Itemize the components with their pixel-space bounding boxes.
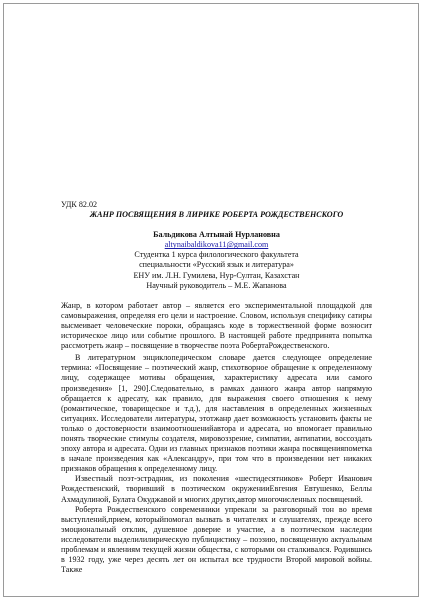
article-title: ЖАНР ПОСВЯЩЕНИЯ В ЛИРИКЕ РОБЕРТА РОЖДЕСТВЕНСКОГО [89,210,344,220]
udk-code: УДК 82.02 [61,200,98,209]
author-block [61,230,372,291]
body-paragraph-2: Известный поэт-эстрадник, из поколения «шестидесятников» Роберт Иванович Рождественский, творивший в поэтическом окруженииЕвгения Евтушенко, Беллы Ахмадулиной, Булата Окуджавой и многих других,автор многочисленных посвящений. [61,474,372,504]
abstract-paragraph: Жанр, в котором работает автор – является его экспериментальной площадкой для самовыражения, определяя его цели и настроение. Словом, используя специфику сатиры высмеивает человеческие пороки, обращаясь коде в торжественной форме возносит историческое лицо или событие прошлого. В настоящей работе предпринята попытка рассмотреть жанр – посвящение в творчестве поэта РобертаРождественского. [61,300,372,351]
document-page [3,3,419,597]
author-affiliation-line-3: ЕНУ им. Л.Н. Гумилева, Нур-Султан, Казахстан [133,270,300,280]
body-paragraph-3: Роберта Рождественского современники упрекали за разговорный тон во время выступлений,прием, которыйпомогал вызвать в читателях и слушателях, прежде всего эмоциональный отклик, душевное доверие и участие, а в поэтическом наследии исследователи выделилилирическую публицистику – поэзию, посвященную актуальным проблемам и явлениям текущей жизни общества, с которыми он сталкивался. Родившись в 1932 году, уже через десять лет он испытал все трудности Второй мировой войны. Также [61,504,372,575]
author-email-link[interactable]: altynaibaldikova11@gmail.com [164,240,269,250]
author-name: Бальдикова Алтынай Нурлановна [153,230,280,240]
body-paragraph-1: В литературном энциклопедическом словаре дается следующее определение термина: «Посвящение – поэтический жанр, стихотворное обращение к определенному лицу, содержащее мотивы обращения, характеристику адресата или самого произведения» [1, 290].Следовательно, в рамках данного жанра автор напрямую обращается к адресату, как правило, для выражения своего отношения к нему (романтическое, товарищеское и т.д.), для наставления в определенных жизненных ситуациях. Исследователи литературы, этотжанр дает возможность установить факты не только о достоверности взаимоотношенийавтора и адресата, но впомогает правильно понять творческие стимулы создателя, мировоззрение, симпатии, антипатии, воссоздать эпоху автора и адресата. Одни из главных признаков поэтики жанра посвященияпометка в начале произведения как «Александру», при том что в произведении нет никаких признаков обращения к определенному лицу. [61,353,372,474]
author-affiliation-line-2: специальности «Русский язык и литература» [139,260,294,270]
author-affiliation-line-1: Студентка 1 курса филологического факультета [134,250,299,260]
scientific-advisor: Научный руководитель – М.Е. Жапанова [146,280,287,290]
page-content [61,200,372,575]
